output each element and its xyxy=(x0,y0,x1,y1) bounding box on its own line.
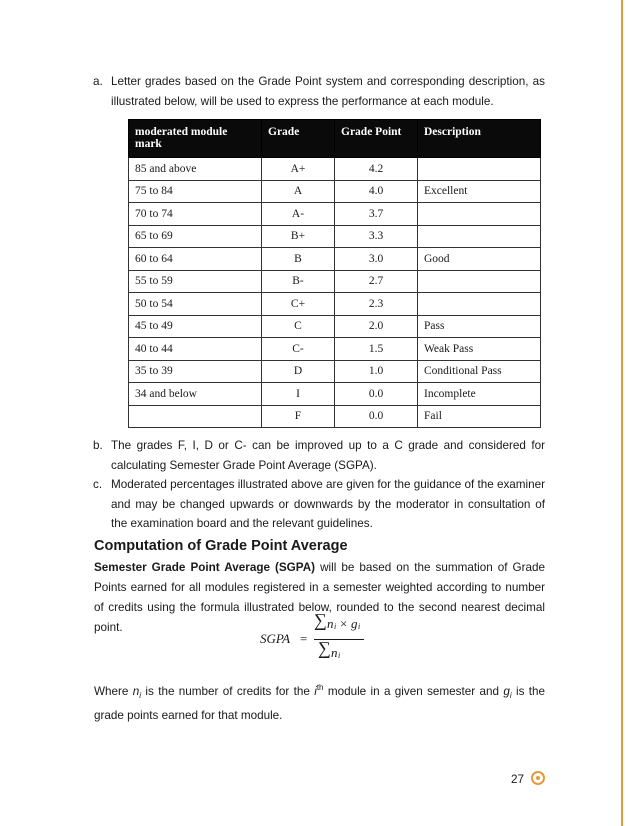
numerator-g: g xyxy=(351,616,358,631)
sigma-symbol: ∑ xyxy=(318,638,331,658)
cell-grade-point: 2.0 xyxy=(335,315,418,338)
col-header-grade-point: Grade Point xyxy=(335,120,418,158)
cell-mark: 34 and below xyxy=(129,383,262,406)
cell-grade-point: 0.0 xyxy=(335,383,418,406)
cell-grade: C- xyxy=(262,338,335,361)
var-g-sub: i xyxy=(509,691,512,701)
cell-description xyxy=(418,203,541,226)
var-g: g xyxy=(503,684,510,698)
cell-description: Incomplete xyxy=(418,383,541,406)
table-row xyxy=(129,158,541,181)
table-row xyxy=(129,338,541,361)
numerator-g-sub: i xyxy=(358,622,361,631)
sgpa-paragraph-text: will be based on the summation of Grade Points earned for all modules registered in a semester weighted according to number of credits using the formula illustrated below, rounded to the second nearest decimal point. xyxy=(94,561,545,634)
table-row xyxy=(129,383,541,406)
sgpa-formula xyxy=(260,612,380,666)
cell-description: Excellent xyxy=(418,180,541,203)
list-marker: c. xyxy=(93,478,103,491)
where-text: is the grade points earned for that module. xyxy=(94,684,545,723)
cell-grade: D xyxy=(262,360,335,383)
cell-mark: 60 to 64 xyxy=(129,248,262,271)
numerator-n-sub: i xyxy=(334,622,337,631)
formula-equals: = xyxy=(300,631,308,646)
table-row xyxy=(129,270,541,293)
var-n-sub: i xyxy=(139,691,142,701)
cell-description xyxy=(418,293,541,316)
list-item-text: The grades F, I, D or C- can be improved up to a C grade and considered for calculating Semester Grade Point Average (SGPA). xyxy=(111,439,545,472)
page-number: 27 xyxy=(511,773,525,786)
cell-mark: 85 and above xyxy=(129,158,262,181)
cell-description xyxy=(418,158,541,181)
formula-lhs: SGPA xyxy=(260,631,291,646)
table-row xyxy=(129,225,541,248)
grade-table xyxy=(128,119,541,428)
cell-mark: 40 to 44 xyxy=(129,338,262,361)
cell-description: Pass xyxy=(418,315,541,338)
table-header-row xyxy=(129,120,541,158)
where-text: module in a given semester and xyxy=(323,684,504,698)
cell-grade: A xyxy=(262,180,335,203)
cell-grade: C xyxy=(262,315,335,338)
cell-mark: 50 to 54 xyxy=(129,293,262,316)
cell-grade: F xyxy=(262,405,335,428)
cell-grade: I xyxy=(262,383,335,406)
cell-grade-point: 0.0 xyxy=(335,405,418,428)
cell-description xyxy=(418,225,541,248)
sigma-symbol: ∑ xyxy=(314,610,327,630)
table-row xyxy=(129,248,541,271)
denominator-n-sub: i xyxy=(338,651,341,660)
list-marker: b. xyxy=(93,439,103,452)
list-item-c xyxy=(93,475,546,534)
cell-mark: 55 to 59 xyxy=(129,270,262,293)
cell-grade: A- xyxy=(262,203,335,226)
cell-description xyxy=(418,270,541,293)
var-i-sup: th xyxy=(316,683,324,692)
numerator-n: n xyxy=(327,616,334,631)
table-row xyxy=(129,180,541,203)
cell-grade: A+ xyxy=(262,158,335,181)
cell-grade-point: 4.2 xyxy=(335,158,418,181)
var-n: n xyxy=(132,684,140,698)
sgpa-term: Semester Grade Point Average (SGPA) xyxy=(94,561,316,574)
list-item-a xyxy=(93,72,545,111)
list-marker: a. xyxy=(93,75,103,88)
table-row xyxy=(129,203,541,226)
cell-grade-point: 3.7 xyxy=(335,203,418,226)
cell-description: Fail xyxy=(418,405,541,428)
cell-description: Conditional Pass xyxy=(418,360,541,383)
cell-mark: 45 to 49 xyxy=(129,315,262,338)
var-i: i xyxy=(314,684,317,698)
page-edge-line xyxy=(621,0,623,826)
cell-mark: 35 to 39 xyxy=(129,360,262,383)
col-header-grade: Grade xyxy=(262,120,335,158)
cell-description: Good xyxy=(418,248,541,271)
cell-grade-point: 1.0 xyxy=(335,360,418,383)
cell-grade: C+ xyxy=(262,293,335,316)
cell-grade-point: 2.7 xyxy=(335,270,418,293)
col-header-mark: moderated module mark xyxy=(129,120,262,158)
cell-grade-point: 3.3 xyxy=(335,225,418,248)
col-header-description: Description xyxy=(418,120,541,158)
cell-grade-point: 1.5 xyxy=(335,338,418,361)
cell-grade: B- xyxy=(262,270,335,293)
cell-grade: B+ xyxy=(262,225,335,248)
where-paragraph xyxy=(94,678,545,726)
denominator-n: n xyxy=(331,645,338,660)
cell-grade-point: 2.3 xyxy=(335,293,418,316)
cell-description: Weak Pass xyxy=(418,338,541,361)
cell-mark xyxy=(129,405,262,428)
where-text: is the number of credits for the xyxy=(141,684,315,698)
section-heading: Computation of Grade Point Average xyxy=(94,538,348,554)
table-row xyxy=(129,293,541,316)
sun-icon xyxy=(531,771,545,785)
cell-mark: 70 to 74 xyxy=(129,203,262,226)
table-row xyxy=(129,405,541,428)
where-text: Where xyxy=(94,684,133,698)
cell-mark: 65 to 69 xyxy=(129,225,262,248)
list-item-text: Moderated percentages illustrated above are given for the guidance of the examiner and may be changed upwards or downwards by the moderator in consultation of the examination board and the relevant guidelines. xyxy=(111,478,546,530)
list-item-text: Letter grades based on the Grade Point system and corresponding description, as illustrated below, will be used to express the performance at each module. xyxy=(111,75,545,108)
table-row xyxy=(129,315,541,338)
table-row xyxy=(129,360,541,383)
cell-grade-point: 4.0 xyxy=(335,180,418,203)
cell-grade: B xyxy=(262,248,335,271)
times-symbol: × xyxy=(340,616,348,631)
cell-mark: 75 to 84 xyxy=(129,180,262,203)
cell-grade-point: 3.0 xyxy=(335,248,418,271)
list-item-b xyxy=(93,436,545,475)
